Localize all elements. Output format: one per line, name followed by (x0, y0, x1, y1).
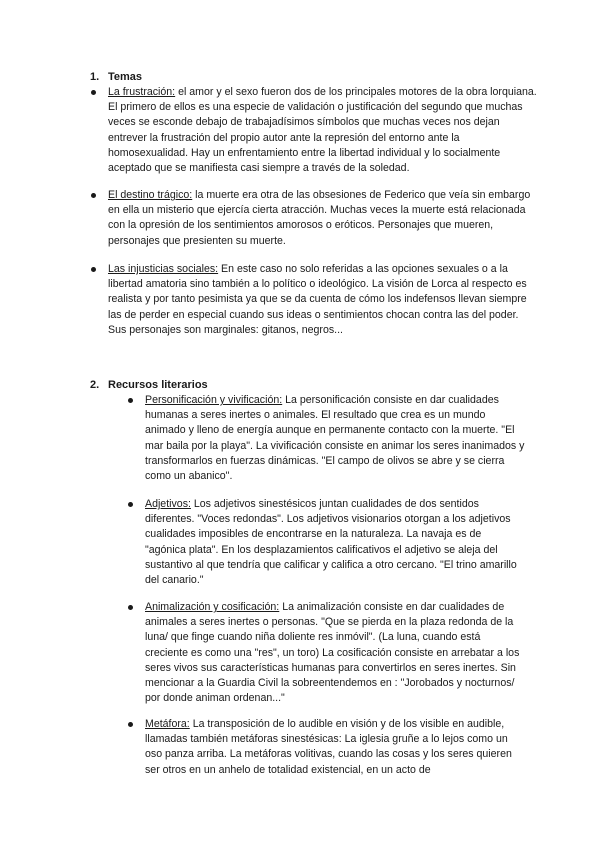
bullet-icon (128, 722, 133, 727)
section-heading: Temas (108, 71, 143, 83)
item-text: Los adjetivos sinestésicos juntan cualidades de dos sentidos diferentes. "Voces redondas". Los adjetivos visionarios otorgan a los adjetivos cualidades imposibles de encontrarse en la naturaleza. La navaja es de "agónica plata". En los desplazamientos calificativos el adjetivo se aleja del sustantivo al que tendría que calificar y califica a otro cercano. "El trino amarillo del canario." (145, 498, 517, 587)
section-number: 1. (90, 71, 100, 83)
bullet-icon (128, 398, 133, 403)
item-text: la muerte era otra de las obsesiones de Federico que veía sin embargo en ella un misterio que ejercía cierta atracción. Muchas veces la muerte está relacionada con la opresión de los sentimientos amorosos o eróticos. Personajes que mueren, personajes que presienten su muerte. (108, 189, 531, 247)
section-number: 2. (90, 379, 100, 391)
list-item-animalizacion (145, 600, 525, 706)
item-text: En este caso no solo referidas a las opciones sexuales o a la libertad amatoria sino también a lo político o ideológico. La visión de Lorca al respecto es realista y por tanto pesimista ya que se da cuenta de cómo los indefensos llevan siempre las de perder en especial cuando sus ideas o sentimientos chocan contra las del poder. Sus personajes son marginales: gitanos, negros... (108, 263, 527, 336)
bullet-icon (128, 502, 133, 507)
list-item-personificacion (145, 393, 525, 484)
list-item-metafora (145, 717, 525, 778)
bullet-icon (91, 90, 96, 95)
bullet-icon (128, 605, 133, 610)
bullet-icon (91, 267, 96, 272)
item-label: Las injusticias sociales: (108, 263, 219, 275)
item-text: La transposición de lo audible en visión y de los visible en audible, llamadas también metáforas sinestésicas: La iglesia gruñe a lo lejos como un oso panza arriba. La metáforas volitivas, cuando las cosas y los seres quieren ser otros en un anhelo de totalidad existencial, en un acto de (145, 718, 512, 776)
section-title-temas (90, 70, 142, 85)
item-label: Metáfora: (145, 718, 190, 730)
list-item-injusticias-sociales (108, 262, 538, 338)
item-text: La animalización consiste en dar cualidades de animales a seres inertes o personas. "Que se pierda en la plaza redonda de la luna/ que finge cuando niña doliente res inmóvil". (La luna, cuando está creciente es como una "res", un toro) La cosificación consiste en arrebatar a los seres vivos sus características humanas para convertirlos en seres inertes. Sin mencionar a la Guardia Civil la sobreentendemos en : "Jorobados y nocturnos/ por donde animan ordenan..." (145, 601, 520, 705)
list-item-frustracion (108, 85, 538, 176)
list-item-destino-tragico (108, 188, 538, 249)
bullet-icon (91, 193, 96, 198)
section-heading: Recursos literarios (108, 379, 208, 391)
list-item-adjetivos (145, 497, 525, 588)
item-label: El destino trágico: (108, 189, 193, 201)
item-label: Adjetivos: (145, 498, 191, 510)
item-text: La personificación consiste en dar cualidades humanas a seres inertes o animales. El resultado que crea es un mundo animado y lleno de energía aunque en permanente contacto con la muerte. "El mar baila por la playa". La vivificación consiste en animar los seres inanimados y transformarlos en fuerzas dinámicas. "El campo de olivos se abre y se cierra como un abanico". (145, 394, 525, 483)
item-label: La frustración: (108, 86, 176, 98)
item-label: Animalización y cosificación: (145, 601, 280, 613)
item-text: el amor y el sexo fueron dos de los principales motores de la obra lorquiana. El primero de ellos es una especie de validación o justificación del segundo que muchas veces se esconde debajo de trabajadísimos símbolos que muchas veces nos dejan entrever la frustración del propio autor ante la represión del entorno ante la homosexualidad. Hay un enfrentamiento entre la libertad individual y lo socialmente aceptado que se manifiesta casi siempre a través de la soledad. (108, 86, 537, 175)
section-title-recursos (90, 378, 208, 393)
item-label: Personificación y vivificación: (145, 394, 283, 406)
